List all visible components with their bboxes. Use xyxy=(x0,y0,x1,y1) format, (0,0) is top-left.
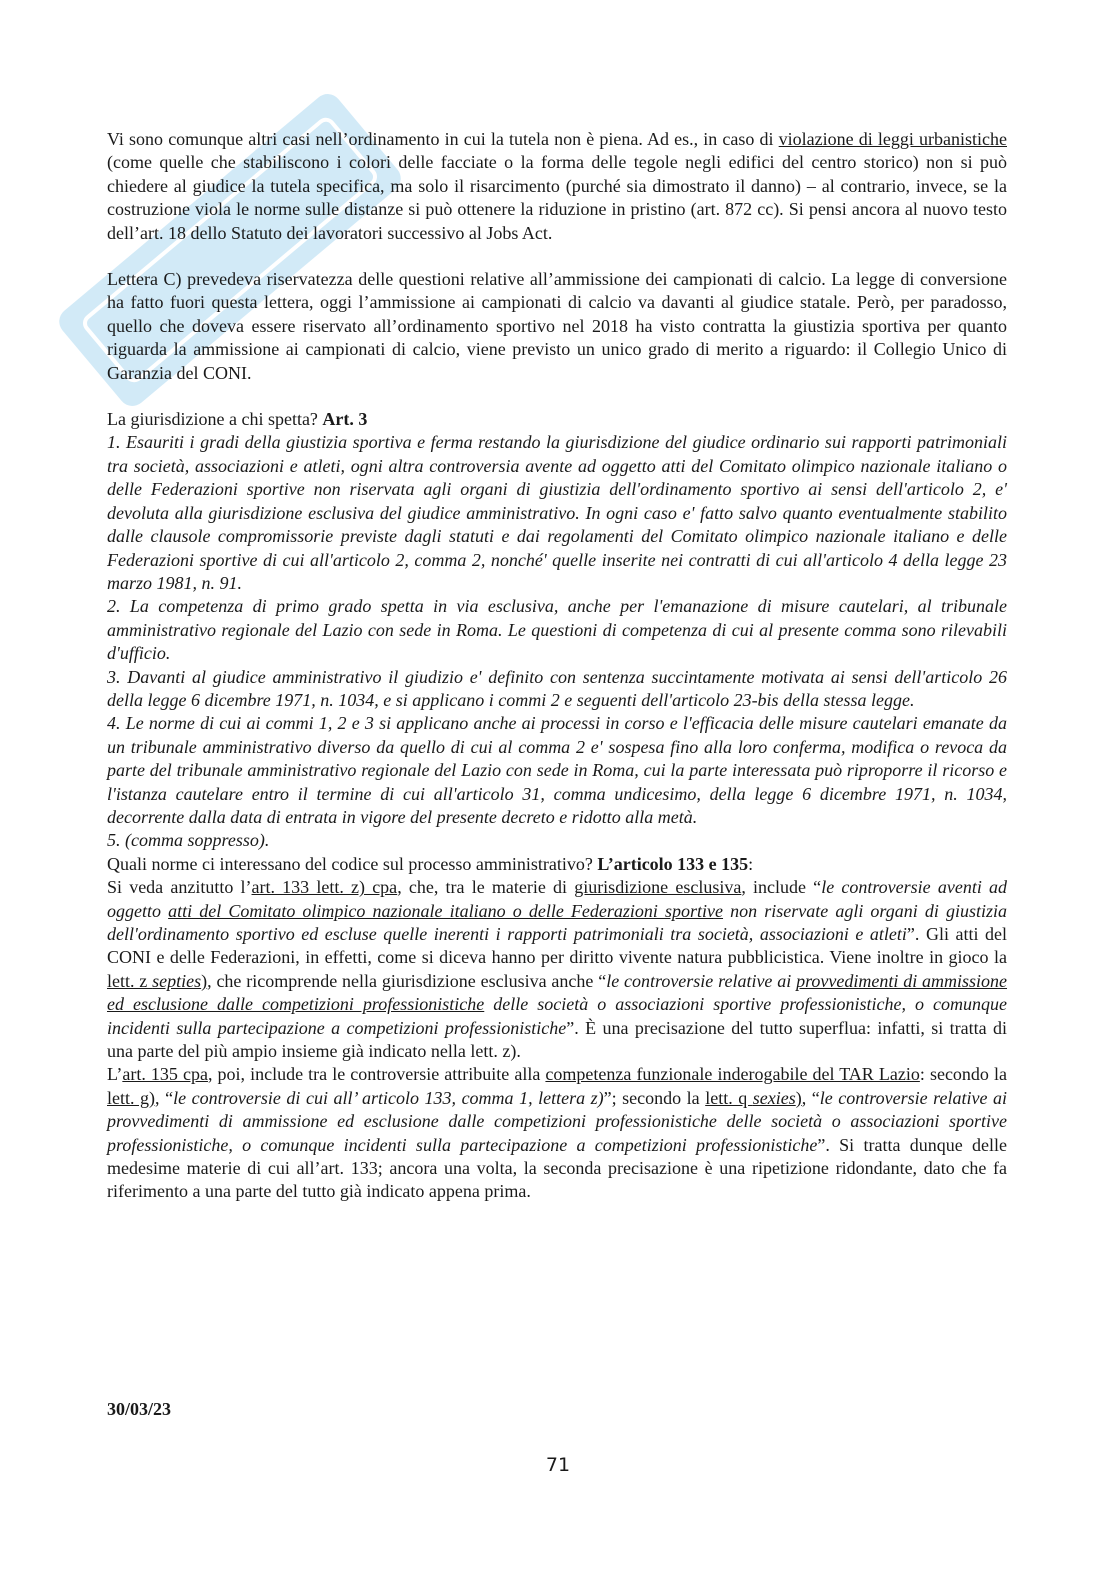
text-run: lett. z xyxy=(107,970,153,991)
text-run: L’articolo 133 e 135 xyxy=(597,853,749,874)
text-run: septies xyxy=(152,970,202,991)
text-run: : xyxy=(748,853,754,874)
text-run: ”. Gli atti del CONI e delle Federazioni, in effetti, come si diceva hanno per diritto vivente natura pubblicistica. Viene inoltre in gioco la xyxy=(107,924,1008,968)
text-run: le controversie di cui all’ articolo 133, comma 1, lettera z) xyxy=(173,1087,604,1108)
text-run: Quali norme ci interessano del codice sul processo amministrativo? xyxy=(107,853,598,874)
text-run: ”. È una precisazione del tutto superflua: infatti, si tratta di una parte del più ampio insieme già indicato nella lett. z). xyxy=(107,1017,1007,1062)
text-run: L’ xyxy=(107,1064,123,1085)
paragraph-urbanistica xyxy=(107,128,1007,245)
text-run: Art. 3 xyxy=(322,409,368,430)
text-run: 1. Esauriti i gradi della giustizia sportiva e ferma restando la giurisdizione del giudice ordinario sui rapporti patrimoniali tra società, associazioni e atleti, ogni altra controversia avente ad oggetto atti del Comitato olimpico nazionale italiano o delle Federazioni sportive non riservata agli organi di giustizia dell'ordinamento sportivo ai sensi dell'articolo 2, e' devoluta alla giurisdizione esclusiva del giudice amministrativo. In ogni caso e' fatto salvo quanto eventualmente stabilito dalle clausole compromissorie previste dagli statuti e dai regolamenti del Comitato olimpico nazionale italiano e delle Federazioni sportive di cui all'articolo 2, comma 2, nonché' quelle inserite nei contratti di cui all'articolo 4 della legge 23 marzo 1981, n. 91. xyxy=(107,432,1007,593)
text-run: , “ xyxy=(155,1087,174,1108)
text-run: 5. (comma soppresso). xyxy=(107,830,270,851)
text-run: Lettera C) prevedeva riservatezza delle questioni relative all’ammissione dei campionati di calcio. La legge di conversione ha fatto fuori questa lettera, oggi l’ammissione ai campionati di calcio va davanti al giudice statale. Però, per paradosso, quello che doveva essere riservato all’ordinamento sportivo nel 2018 ha visto contratta la giustizia sportiva per quanto riguarda la ammissione ai campionati di calcio, viene previsto un unico grado di merito a riguardo: il Collegio Unico di Garanzia del CONI. xyxy=(107,269,1007,383)
text-run: delle società o associazioni sportive professionistiche, o comunque incidenti sulla partecipazione a competizioni professionistiche xyxy=(107,994,1007,1038)
paragraph-giurisdizione-heading xyxy=(107,408,1007,431)
art3-comma-3 xyxy=(107,666,1007,713)
text-run: art. 133 lett. z) cpa xyxy=(251,877,398,898)
text-run: le controversie relative ai provvedimenti di ammissione ed esclusione dalle competizioni professionistiche delle società o associazioni sportive professionistiche, o comunque incidenti sulla partecipazione a competizioni professionistiche xyxy=(107,1087,1007,1155)
art3-comma-5 xyxy=(107,829,1007,852)
text-run: giurisdizione esclusiva xyxy=(574,877,742,898)
text-run: , che ricomprende nella giurisdizione esclusiva anche “ xyxy=(207,970,607,991)
text-run: ”; secondo la xyxy=(603,1087,706,1108)
page-number: 71 xyxy=(545,1454,571,1476)
paragraph-norme-cpa xyxy=(107,853,1007,876)
text-run: lett. g) xyxy=(107,1087,156,1108)
text-run: 4. Le norme di cui ai commi 1, 2 e 3 si applicano anche ai processi in corso e l'efficacia delle misure cautelari emanate da un tribunale amministrativo diverso da quello di cui al comma 2 e' sospesa fino alla loro conferma, modifica o revoca da parte del tribunale amministrativo regionale del Lazio con sede in Roma, cui la parte interessata può riproporre il ricorso e l'istanza cautelare entro il termine di cui all'articolo 31, comma undicesimo, della legge 6 dicembre 1971, n. 1034, decorrente dalla data di entrata in vigore del presente decreto e ridotto alla metà. xyxy=(107,713,1007,827)
document-body xyxy=(107,128,1007,1204)
art3-comma-2 xyxy=(107,595,1007,665)
text-run: atti del Comitato olimpico nazionale italiano o delle Federazioni sportive xyxy=(168,900,724,921)
text-run: La giurisdizione a chi spetta? xyxy=(107,409,323,430)
text-run: ) xyxy=(201,970,208,991)
text-run: art. 135 cpa xyxy=(122,1064,208,1085)
text-run: 2. La competenza di primo grado spetta in via esclusiva, anche per l'emanazione di misure cautelari, al tribunale amministrativo regionale del Lazio con sede in Roma. Le questioni di competenza di cui al presente comma sono rilevabili d'ufficio. xyxy=(107,596,1007,664)
text-run: Si veda anzitutto l’ xyxy=(107,877,252,898)
text-run: , “ xyxy=(801,1087,820,1108)
text-run: ) xyxy=(795,1087,802,1108)
text-run: non riservate agli organi di giustizia dell'ordinamento sportivo ed escluse quelle inerenti i rapporti patrimoniali tra società, associazioni e atleti xyxy=(107,900,1007,944)
text-run: , include “ xyxy=(741,877,822,898)
paragraph-lettera-c xyxy=(107,268,1007,385)
text-run: le controversie relative ai xyxy=(606,970,797,991)
text-run: le controversie aventi ad oggetto xyxy=(107,877,1008,921)
text-run: violazione di leggi urbanistiche xyxy=(778,129,1007,149)
text-run: ”. Si tratta dunque delle medesime materie di cui all’art. 133; ancora una volta, la seconda precisazione è una ripetizione ridondante, dato che fa riferimento a una parte del tutto già indicato appena prima. xyxy=(107,1134,1007,1202)
paragraph-art-133 xyxy=(107,876,1007,1063)
art3-comma-4 xyxy=(107,712,1007,829)
text-run: lett. q xyxy=(705,1087,753,1108)
text-run: 3. Davanti al giudice amministrativo il giudizio e' definito con sentenza succintamente motivata ai sensi dell'articolo 26 della legge 6 dicembre 1971, n. 1034, e si applicano i commi 2 e seguenti dell'articolo 23-bis della stessa legge. xyxy=(107,666,1007,710)
text-run: Vi sono comunque altri casi nell’ordinamento in cui la tutela non è piena. Ad es., in caso di xyxy=(107,129,779,149)
lecture-date: 30/03/23 xyxy=(107,1399,172,1419)
text-run: , che, tra le materie di xyxy=(397,877,575,898)
text-run: competenza funzionale inderogabile del TAR Lazio xyxy=(545,1064,920,1085)
text-run: provvedimenti di ammissione ed esclusione dalle competizioni professionistiche xyxy=(107,970,1008,1015)
text-run: sexies xyxy=(752,1087,796,1108)
paragraph-art-135 xyxy=(107,1063,1007,1203)
text-run: : secondo la xyxy=(919,1064,1007,1085)
text-run: , poi, include tra le controversie attribuite alla xyxy=(207,1064,546,1085)
art3-comma-1 xyxy=(107,431,1007,595)
text-run: (come quelle che stabiliscono i colori delle facciate o la forma delle tegole negli edifici del centro storico) non si può chiedere al giudice la tutela specifica, ma solo il risarcimento (purché sia dimostrato il danno) – al contrario, invece, se la costruzione viola le norme sulle distanze si può ottenere la riduzione in pristino (art. 872 cc). Si pensi ancora al nuovo testo dell’art. 18 dello Statuto dei lavoratori successivo al Jobs Act. xyxy=(107,152,1007,243)
